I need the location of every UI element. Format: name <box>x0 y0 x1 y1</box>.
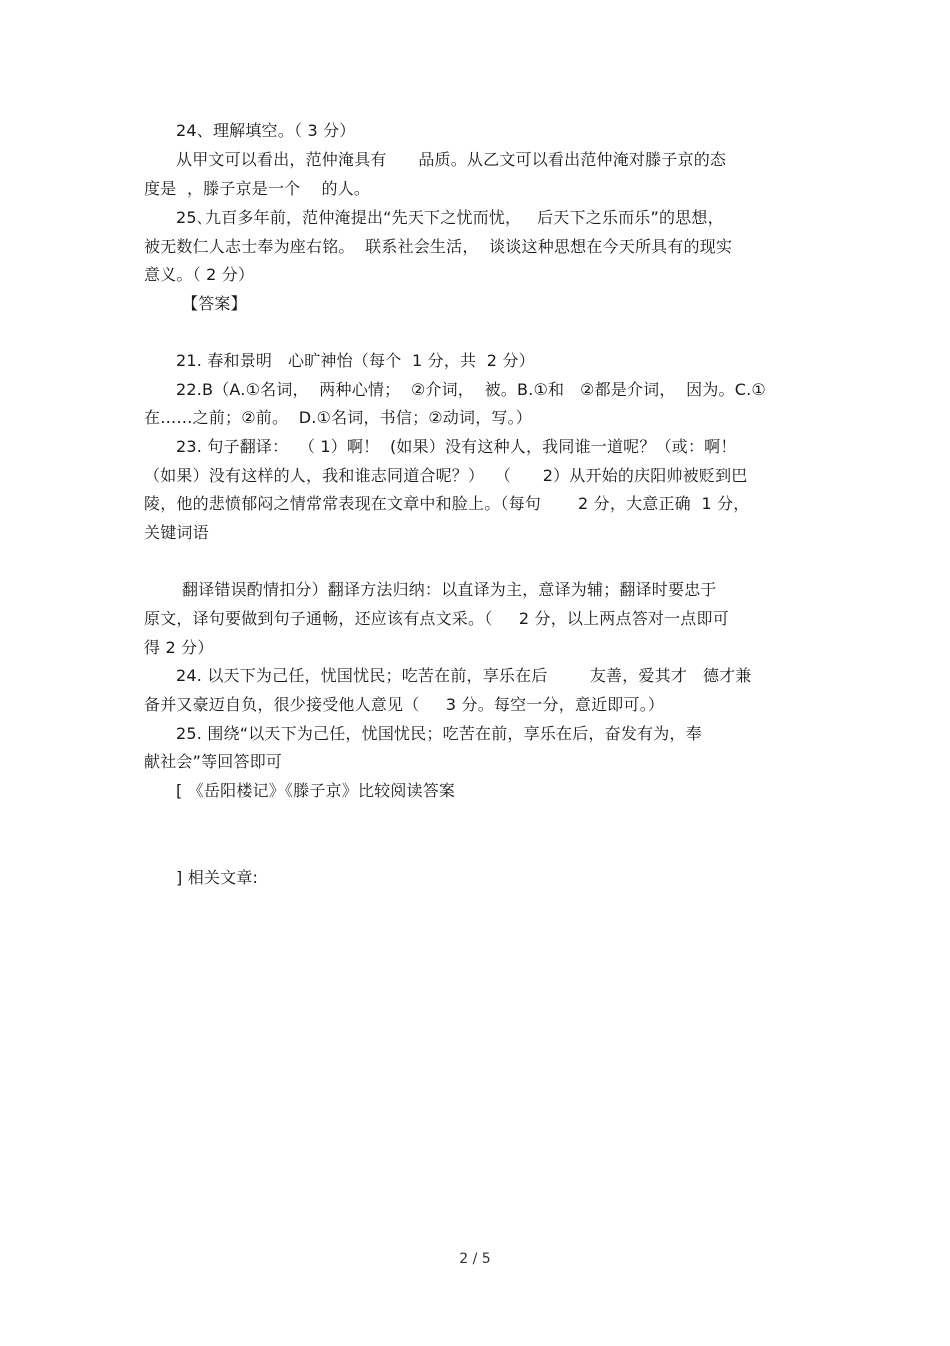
answer-24-line: 备并又豪迈自负，很少接受他人意见（ 3 分。每空一分，意近即可。） <box>144 695 665 714</box>
question-24-line: 从甲文可以看出，范仲淹具有 品质。从乙文可以看出范仲淹对滕子京的态 <box>176 150 727 169</box>
related-articles-label: ] 相关文章: <box>176 868 259 887</box>
answer-22-line: 在……之前；②前。 D.①名词，书信；②动词，写。） <box>144 408 533 427</box>
question-24-line: 度是 ，滕子京是一个 的人。 <box>144 179 371 198</box>
answer-23-line: 关键词语 <box>144 523 209 542</box>
question-25-line: 25､九百多年前，范仲淹提出“先天下之忧而忧， 后天下之乐而乐”的思想， <box>176 208 724 227</box>
related-title-link[interactable]: [ 《岳阳楼记》《滕子京》比较阅读答案 <box>176 781 456 800</box>
question-25-line: 被无数仁人志士奉为座右铭。 联系社会生活， 谈谈这种思想在今天所具有的现实 <box>144 237 733 256</box>
answer-25-line: 献社会”等回答即可 <box>144 752 283 771</box>
answer-23-line: 得 2 分） <box>144 638 214 657</box>
answer-23-line: 23. 句子翻译： （ 1）啊！ (如果）没有这种人，我同谁一道呢？（或：啊！ <box>176 437 737 456</box>
answer-21: 21. 春和景明 心旷神怡（每个 1 分，共 2 分） <box>176 351 535 370</box>
answer-22-line: 22.B（A.①名词， 两种心情； ②介词， 被。B.①和 ②都是介词， 因为。C.① <box>176 380 766 399</box>
answer-25-line: 25. 围绕“以天下为己任，忧国忧民；吃苦在前，享乐在后，奋发有为，奉 <box>176 724 702 743</box>
page-number: 2 / 5 <box>459 1251 491 1267</box>
question-24-title: 24、理解填空。（ 3 分） <box>176 121 356 140</box>
answer-24-line: 24. 以天下为己任，忧国忧民；吃苦在前，享乐在后 友善，爱其才 德才兼 <box>176 666 752 685</box>
answer-23-line: （如果）没有这样的人，我和谁志同道合呢？） （ 2）从开始的庆阳帅被贬到巴 <box>144 466 748 485</box>
answer-23-line: 翻译错误酌情扣分）翻译方法归纳：以直译为主，意译为辅；翻译时要忠于 <box>182 580 717 599</box>
answer-23-line: 陵，他的悲愤郁闷之情常常表现在文章中和脸上。（每句 2 分，大意正确 1 分， <box>144 494 750 513</box>
question-25-line: 意义。（ 2 分） <box>144 265 255 284</box>
answer-heading: 【答案】 <box>182 294 247 313</box>
answer-23-line: 原文，译句要做到句子通畅，还应该有点文采。（ 2 分，以上两点答对一点即可 <box>144 609 729 628</box>
